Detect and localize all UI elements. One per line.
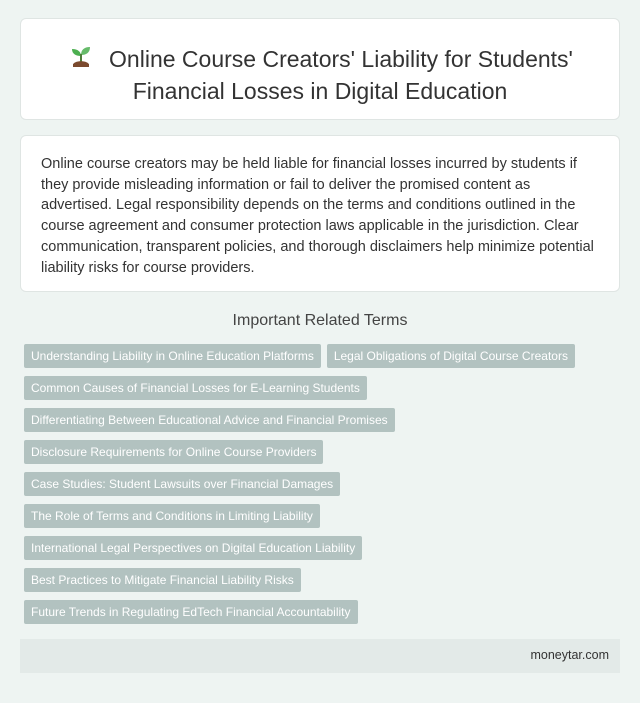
related-term-link[interactable]: Differentiating Between Educational Advice and Financial Promises — [24, 408, 395, 432]
title-line-2: Financial Losses in Digital Education — [132, 78, 508, 104]
related-term-link[interactable]: Disclosure Requirements for Online Course Providers — [24, 440, 323, 464]
title-card — [20, 18, 620, 120]
title-line-1: Online Course Creators' Liability for Students' — [109, 46, 573, 72]
related-term-link[interactable]: Case Studies: Student Lawsuits over Financial Damages — [24, 472, 340, 496]
related-terms-list — [24, 344, 624, 632]
footer-site-name: moneytar.com — [530, 648, 609, 662]
summary-card — [20, 135, 620, 292]
footer — [20, 639, 620, 673]
related-term-link[interactable]: The Role of Terms and Conditions in Limiting Liability — [24, 504, 320, 528]
sprout-icon — [67, 43, 95, 71]
related-term-link[interactable]: Future Trends in Regulating EdTech Financial Accountability — [24, 600, 358, 624]
related-term-link[interactable]: Common Causes of Financial Losses for E-Learning Students — [24, 376, 367, 400]
related-term-link[interactable]: Best Practices to Mitigate Financial Liability Risks — [24, 568, 301, 592]
summary-text: Online course creators may be held liable for financial losses incurred by students if they provide misleading information or fail to deliver the promised content as advertised. Legal responsibility depends on the terms and conditions outlined in the course agreement and consumer protection laws applicable in the jurisdiction. Clear communication, transparent policies, and thorough disclaimers help minimize potential liability risks for course providers. — [41, 156, 594, 276]
related-term-link[interactable]: Legal Obligations of Digital Course Creators — [327, 344, 575, 368]
related-terms-heading: Important Related Terms — [232, 312, 408, 329]
page-title — [21, 43, 619, 107]
related-term-link[interactable]: Understanding Liability in Online Education Platforms — [24, 344, 321, 368]
related-term-link[interactable]: International Legal Perspectives on Digital Education Liability — [24, 536, 362, 560]
